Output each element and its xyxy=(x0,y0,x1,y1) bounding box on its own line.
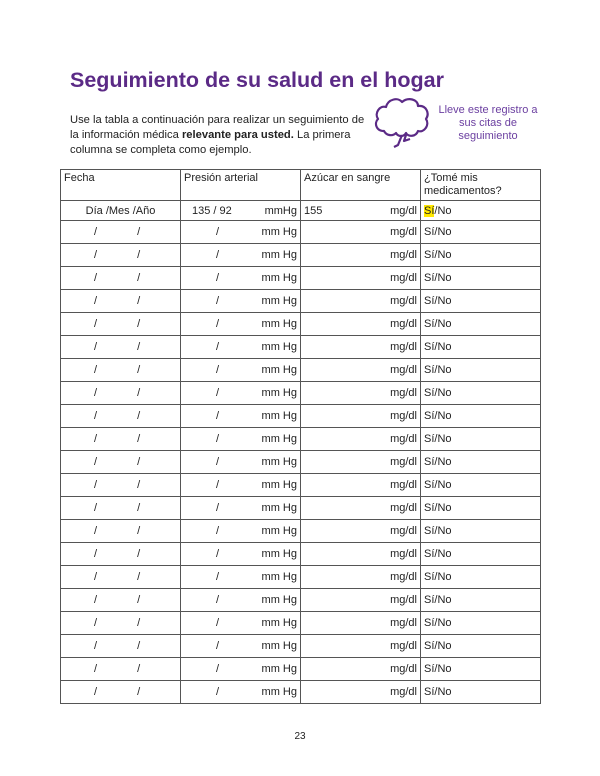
bp-cell[interactable] xyxy=(181,612,301,635)
bp-cell[interactable] xyxy=(181,382,301,405)
date-sep: / xyxy=(137,318,141,330)
glucose-unit: mg/dl xyxy=(390,410,417,422)
bp-sep: / xyxy=(216,295,220,307)
date-cell[interactable] xyxy=(61,589,181,612)
bp-cell[interactable] xyxy=(181,428,301,451)
table-row[interactable] xyxy=(61,405,541,428)
page-number: 23 xyxy=(294,731,306,742)
reminder-note: Lleve este registro a sus citas de seguimiento xyxy=(438,104,538,142)
glucose-unit: mg/dl xyxy=(390,617,417,629)
med-options: Sí/No xyxy=(424,341,452,353)
glucose-unit: mg/dl xyxy=(390,571,417,583)
bp-cell[interactable] xyxy=(181,635,301,658)
glucose-cell[interactable] xyxy=(301,497,421,520)
bp-unit: mm Hg xyxy=(261,341,297,353)
glucose-cell[interactable] xyxy=(301,658,421,681)
bp-unit: mm Hg xyxy=(261,456,297,468)
example-date: Día /Mes /Año xyxy=(61,201,181,221)
bp-sep: / xyxy=(216,410,220,422)
table-row[interactable] xyxy=(61,382,541,405)
date-sep: / xyxy=(137,410,141,422)
glucose-cell[interactable] xyxy=(301,474,421,497)
glucose-cell[interactable] xyxy=(301,520,421,543)
table-row[interactable] xyxy=(61,543,541,566)
med-options: Sí/No xyxy=(424,456,452,468)
bp-cell[interactable] xyxy=(181,474,301,497)
date-sep: / xyxy=(94,387,98,399)
bp-cell[interactable] xyxy=(181,313,301,336)
date-cell[interactable] xyxy=(61,497,181,520)
table-row[interactable] xyxy=(61,658,541,681)
date-sep: / xyxy=(137,502,141,514)
date-sep: / xyxy=(94,433,98,445)
example-glucose: 155 xyxy=(304,204,323,217)
bp-unit: mm Hg xyxy=(261,272,297,284)
table-row[interactable] xyxy=(61,428,541,451)
bp-cell[interactable] xyxy=(181,497,301,520)
date-sep: / xyxy=(94,410,98,422)
bp-sep: / xyxy=(216,433,220,445)
intro-part2: La primera columna se completa como ejemplo. xyxy=(70,129,351,156)
date-sep: / xyxy=(94,640,98,652)
date-cell[interactable] xyxy=(61,359,181,382)
date-cell[interactable] xyxy=(61,681,181,704)
med-options: Sí/No xyxy=(424,479,452,491)
glucose-cell[interactable] xyxy=(301,635,421,658)
glucose-cell[interactable] xyxy=(301,589,421,612)
bp-cell[interactable] xyxy=(181,359,301,382)
date-sep: / xyxy=(94,479,98,491)
date-sep: / xyxy=(137,249,141,261)
glucose-unit: mg/dl xyxy=(390,594,417,606)
bp-sep: / xyxy=(216,318,220,330)
bp-unit: mm Hg xyxy=(261,410,297,422)
glucose-cell[interactable] xyxy=(301,221,421,244)
example-bp: 135 / 92 xyxy=(192,204,232,217)
date-sep: / xyxy=(137,226,141,238)
header-blood-pressure: Presión arterial xyxy=(181,170,301,201)
bp-sep: / xyxy=(216,548,220,560)
bp-unit: mm Hg xyxy=(261,663,297,675)
date-sep: / xyxy=(137,387,141,399)
glucose-cell[interactable] xyxy=(301,543,421,566)
table-row[interactable] xyxy=(61,520,541,543)
date-sep: / xyxy=(94,571,98,583)
med-options: Sí/No xyxy=(424,272,452,284)
date-sep: / xyxy=(94,249,98,261)
table-row[interactable] xyxy=(61,221,541,244)
bp-cell[interactable] xyxy=(181,221,301,244)
glucose-cell[interactable] xyxy=(301,290,421,313)
date-sep: / xyxy=(94,525,98,537)
med-cell[interactable] xyxy=(421,382,541,405)
med-options: Sí/No xyxy=(424,663,452,675)
bp-cell[interactable] xyxy=(181,451,301,474)
glucose-unit: mg/dl xyxy=(390,272,417,284)
glucose-unit: mg/dl xyxy=(390,663,417,675)
med-cell[interactable] xyxy=(421,428,541,451)
bp-unit: mm Hg xyxy=(261,364,297,376)
glucose-unit: mg/dl xyxy=(390,433,417,445)
date-sep: / xyxy=(137,663,141,675)
date-sep: / xyxy=(137,617,141,629)
med-cell[interactable] xyxy=(421,405,541,428)
med-options: Sí/No xyxy=(424,364,452,376)
glucose-unit: mg/dl xyxy=(390,364,417,376)
date-sep: / xyxy=(94,548,98,560)
glucose-unit: mg/dl xyxy=(390,341,417,353)
med-options: Sí/No xyxy=(424,548,452,560)
med-cell[interactable] xyxy=(421,359,541,382)
example-med-cell xyxy=(421,201,541,221)
header-blood-sugar: Azúcar en sangre xyxy=(301,170,421,201)
date-cell[interactable] xyxy=(61,612,181,635)
bp-cell[interactable] xyxy=(181,589,301,612)
example-bp-unit: mmHg xyxy=(264,204,297,217)
date-cell[interactable] xyxy=(61,336,181,359)
glucose-unit: mg/dl xyxy=(390,686,417,698)
bp-unit: mm Hg xyxy=(261,318,297,330)
med-cell[interactable] xyxy=(421,635,541,658)
header-date: Fecha xyxy=(61,170,181,201)
date-sep: / xyxy=(137,341,141,353)
med-cell[interactable] xyxy=(421,681,541,704)
glucose-cell[interactable] xyxy=(301,359,421,382)
date-sep: / xyxy=(94,364,98,376)
table-row[interactable] xyxy=(61,635,541,658)
table-row[interactable] xyxy=(61,497,541,520)
glucose-cell[interactable] xyxy=(301,313,421,336)
med-options: Sí/No xyxy=(424,387,452,399)
bp-sep: / xyxy=(216,249,220,261)
date-sep: / xyxy=(94,663,98,675)
header-medications: ¿Tomé mis medicamentos? xyxy=(421,170,541,201)
glucose-unit: mg/dl xyxy=(390,249,417,261)
med-options: Sí/No xyxy=(424,226,452,238)
date-sep: / xyxy=(137,525,141,537)
bp-unit: mm Hg xyxy=(261,249,297,261)
bp-unit: mm Hg xyxy=(261,571,297,583)
date-sep: / xyxy=(137,295,141,307)
med-options: Sí/No xyxy=(424,249,452,261)
date-cell[interactable] xyxy=(61,520,181,543)
date-sep: / xyxy=(94,502,98,514)
med-cell[interactable] xyxy=(421,474,541,497)
med-options: Sí/No xyxy=(424,433,452,445)
glucose-cell[interactable] xyxy=(301,244,421,267)
bp-sep: / xyxy=(216,571,220,583)
date-cell[interactable] xyxy=(61,244,181,267)
bp-sep: / xyxy=(216,617,220,629)
date-sep: / xyxy=(94,341,98,353)
date-cell[interactable] xyxy=(61,221,181,244)
glucose-unit: mg/dl xyxy=(390,456,417,468)
med-options: Sí/No xyxy=(424,594,452,606)
glucose-cell[interactable] xyxy=(301,405,421,428)
glucose-cell[interactable] xyxy=(301,428,421,451)
bp-sep: / xyxy=(216,226,220,238)
bp-unit: mm Hg xyxy=(261,617,297,629)
med-cell[interactable] xyxy=(421,313,541,336)
bp-cell[interactable] xyxy=(181,543,301,566)
date-sep: / xyxy=(94,686,98,698)
date-cell[interactable] xyxy=(61,428,181,451)
bp-sep: / xyxy=(216,686,220,698)
date-sep: / xyxy=(137,571,141,583)
bp-sep: / xyxy=(216,479,220,491)
date-cell[interactable] xyxy=(61,405,181,428)
med-cell[interactable] xyxy=(421,336,541,359)
bp-sep: / xyxy=(216,525,220,537)
example-row xyxy=(61,201,541,221)
med-cell[interactable] xyxy=(421,244,541,267)
med-cell[interactable] xyxy=(421,520,541,543)
bp-unit: mm Hg xyxy=(261,525,297,537)
table-row[interactable] xyxy=(61,336,541,359)
bp-cell[interactable] xyxy=(181,681,301,704)
date-sep: / xyxy=(137,272,141,284)
table-row[interactable] xyxy=(61,359,541,382)
bp-unit: mm Hg xyxy=(261,295,297,307)
bp-unit: mm Hg xyxy=(261,226,297,238)
date-sep: / xyxy=(94,456,98,468)
med-cell[interactable] xyxy=(421,497,541,520)
intro-bold: relevante para usted. xyxy=(181,129,294,141)
date-cell[interactable] xyxy=(61,658,181,681)
example-med-rest: /No xyxy=(434,204,452,217)
date-sep: / xyxy=(94,295,98,307)
glucose-unit: mg/dl xyxy=(390,479,417,491)
date-cell[interactable] xyxy=(61,382,181,405)
bp-cell[interactable] xyxy=(181,336,301,359)
table-row[interactable] xyxy=(61,267,541,290)
med-cell[interactable] xyxy=(421,566,541,589)
example-glucose-unit: mg/dl xyxy=(390,204,417,217)
bp-cell[interactable] xyxy=(181,405,301,428)
glucose-unit: mg/dl xyxy=(390,387,417,399)
intro-text xyxy=(70,113,370,158)
glucose-unit: mg/dl xyxy=(390,226,417,238)
date-sep: / xyxy=(94,617,98,629)
med-cell[interactable] xyxy=(421,658,541,681)
glucose-cell[interactable] xyxy=(301,612,421,635)
med-options: Sí/No xyxy=(424,525,452,537)
date-sep: / xyxy=(137,364,141,376)
table-row[interactable] xyxy=(61,566,541,589)
bp-sep: / xyxy=(216,502,220,514)
example-glucose-cell xyxy=(301,201,421,221)
date-sep: / xyxy=(94,594,98,606)
date-sep: / xyxy=(137,548,141,560)
bp-unit: mm Hg xyxy=(261,387,297,399)
bp-sep: / xyxy=(216,272,220,284)
med-options: Sí/No xyxy=(424,571,452,583)
bp-sep: / xyxy=(216,456,220,468)
table-row[interactable] xyxy=(61,589,541,612)
med-options: Sí/No xyxy=(424,502,452,514)
example-bp-cell xyxy=(181,201,301,221)
glucose-cell[interactable] xyxy=(301,681,421,704)
date-cell[interactable] xyxy=(61,267,181,290)
table-row[interactable] xyxy=(61,313,541,336)
glucose-unit: mg/dl xyxy=(390,548,417,560)
med-cell[interactable] xyxy=(421,290,541,313)
glucose-cell[interactable] xyxy=(301,566,421,589)
health-log-table xyxy=(60,169,541,704)
date-sep: / xyxy=(137,456,141,468)
date-sep: / xyxy=(137,433,141,445)
table-row[interactable] xyxy=(61,681,541,704)
date-sep: / xyxy=(137,479,141,491)
glucose-unit: mg/dl xyxy=(390,502,417,514)
brain-icon xyxy=(372,95,432,151)
date-cell[interactable] xyxy=(61,313,181,336)
bp-cell[interactable] xyxy=(181,520,301,543)
med-options: Sí/No xyxy=(424,640,452,652)
med-cell[interactable] xyxy=(421,451,541,474)
med-options: Sí/No xyxy=(424,686,452,698)
intro-part1: Use la tabla a continuación para realizar un seguimiento de la información médica xyxy=(70,114,365,141)
med-cell[interactable] xyxy=(421,543,541,566)
page-title: Seguimiento de su salud en el hogar xyxy=(70,68,444,92)
med-options: Sí/No xyxy=(424,617,452,629)
table-row[interactable] xyxy=(61,290,541,313)
date-cell[interactable] xyxy=(61,474,181,497)
med-options: Sí/No xyxy=(424,410,452,422)
bp-sep: / xyxy=(216,364,220,376)
bp-unit: mm Hg xyxy=(261,502,297,514)
med-cell[interactable] xyxy=(421,589,541,612)
glucose-unit: mg/dl xyxy=(390,295,417,307)
bp-unit: mm Hg xyxy=(261,548,297,560)
glucose-cell[interactable] xyxy=(301,336,421,359)
table-row[interactable] xyxy=(61,451,541,474)
date-sep: / xyxy=(137,594,141,606)
glucose-unit: mg/dl xyxy=(390,525,417,537)
bp-unit: mm Hg xyxy=(261,686,297,698)
bp-sep: / xyxy=(216,663,220,675)
bp-sep: / xyxy=(216,640,220,652)
med-options: Sí/No xyxy=(424,295,452,307)
bp-sep: / xyxy=(216,341,220,353)
glucose-unit: mg/dl xyxy=(390,640,417,652)
glucose-cell[interactable] xyxy=(301,451,421,474)
table-row[interactable] xyxy=(61,244,541,267)
med-cell[interactable] xyxy=(421,267,541,290)
bp-cell[interactable] xyxy=(181,244,301,267)
date-cell[interactable] xyxy=(61,543,181,566)
bp-unit: mm Hg xyxy=(261,640,297,652)
glucose-cell[interactable] xyxy=(301,382,421,405)
date-sep: / xyxy=(94,272,98,284)
bp-cell[interactable] xyxy=(181,566,301,589)
bp-unit: mm Hg xyxy=(261,433,297,445)
glucose-cell[interactable] xyxy=(301,267,421,290)
glucose-unit: mg/dl xyxy=(390,318,417,330)
bp-unit: mm Hg xyxy=(261,479,297,491)
med-cell[interactable] xyxy=(421,612,541,635)
bp-cell[interactable] xyxy=(181,267,301,290)
bp-cell[interactable] xyxy=(181,658,301,681)
table-row[interactable] xyxy=(61,612,541,635)
med-options: Sí/No xyxy=(424,318,452,330)
date-cell[interactable] xyxy=(61,635,181,658)
bp-sep: / xyxy=(216,594,220,606)
example-med-yes: Sí xyxy=(424,204,435,217)
date-cell[interactable] xyxy=(61,566,181,589)
date-cell[interactable] xyxy=(61,290,181,313)
med-cell[interactable] xyxy=(421,221,541,244)
bp-unit: mm Hg xyxy=(261,594,297,606)
date-cell[interactable] xyxy=(61,451,181,474)
date-sep: / xyxy=(94,318,98,330)
bp-sep: / xyxy=(216,387,220,399)
date-sep: / xyxy=(137,640,141,652)
date-sep: / xyxy=(137,686,141,698)
date-sep: / xyxy=(94,226,98,238)
bp-cell[interactable] xyxy=(181,290,301,313)
table-header-row xyxy=(61,170,541,201)
table-row[interactable] xyxy=(61,474,541,497)
